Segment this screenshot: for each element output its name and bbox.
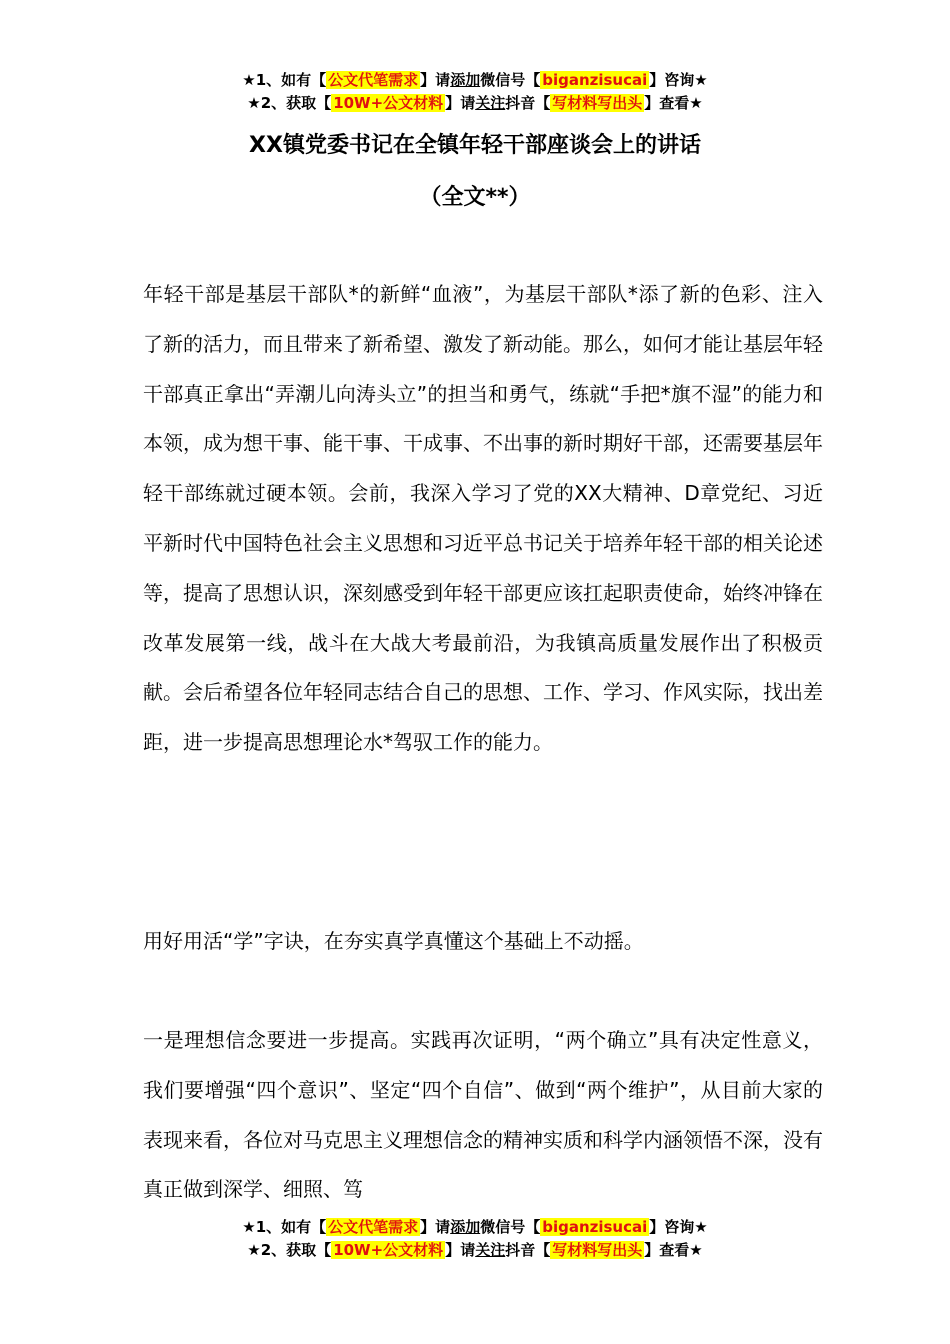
promo-text: 微信号【 bbox=[480, 1218, 541, 1236]
promo-text: 】请 bbox=[420, 1218, 451, 1236]
promo-text: 】咨询★ bbox=[649, 71, 708, 89]
promo-text: 】请 bbox=[420, 71, 451, 89]
promo-text: ★2、获取【 bbox=[247, 1241, 332, 1259]
promo-underlined: 添加 bbox=[450, 1218, 481, 1236]
promo-banner-bottom bbox=[0, 1216, 950, 1262]
body-paragraph-1 bbox=[143, 270, 823, 768]
promo-text: 】咨询★ bbox=[649, 1218, 708, 1236]
promo-highlight: 写材料写出头 bbox=[552, 1241, 643, 1259]
promo-highlight: 公文代笔需求 bbox=[328, 1218, 419, 1236]
promo-underlined: 关注 bbox=[475, 94, 506, 112]
promo-text: ★2、获取【 bbox=[247, 94, 332, 112]
promo-text: 】查看★ bbox=[644, 1241, 703, 1259]
promo-text: 抖音【 bbox=[505, 94, 551, 112]
promo-underlined: 关注 bbox=[475, 1241, 506, 1259]
promo-highlight: biganzisucai bbox=[542, 71, 648, 89]
promo-text: 】请 bbox=[445, 94, 476, 112]
promo-text: 微信号【 bbox=[480, 71, 541, 89]
promo-text: 抖音【 bbox=[505, 1241, 551, 1259]
promo-highlight: 公文代笔需求 bbox=[328, 71, 419, 89]
promo-text: 】请 bbox=[445, 1241, 476, 1259]
promo-underlined: 添加 bbox=[450, 71, 481, 89]
promo-highlight: 10W+公文材料 bbox=[333, 1241, 444, 1259]
promo-line-1 bbox=[0, 69, 950, 92]
promo-line-2 bbox=[0, 1239, 950, 1262]
promo-text: ★1、如有【 bbox=[242, 71, 327, 89]
paragraph-text: 一是理想信念要进一步提高。实践再次证明，“两个确立”具有决定性意义，我们要增强“四个意识”、坚定“四个自信”、做到“两个维护”，从目前大家的表现来看，各位对马克思主义理想信念的精神实质和科学内涵领悟不深，没有真正做到深学、细照、笃 bbox=[143, 1028, 823, 1202]
promo-line-2 bbox=[0, 92, 950, 115]
body-paragraph-2 bbox=[143, 917, 823, 967]
promo-highlight: 写材料写出头 bbox=[552, 94, 643, 112]
promo-highlight: biganzisucai bbox=[542, 1218, 648, 1236]
paragraph-text: 年轻干部是基层干部队*的新鲜“血液”，为基层干部队*添了新的色彩、注入了新的活力，而且带来了新希望、激发了新动能。那么，如何才能让基层年轻干部真正拿出“弄潮儿向涛头立”的担当和勇气，练就“手把*旗不湿”的能力和本领，成为想干事、能干事、干成事、不出事的新时期好干部，还需要基层年轻干部练就过硬本领。会前，我深入学习了党的XX大精神、D章党纪、习近平新时代中国特色社会主义思想和习近平总书记关于培养年轻干部的相关论述等，提高了思想认识，深刻感受到年轻干部更应该扛起职责使命，始终冲锋在改革发展第一线，战斗在大战大考最前沿，为我镇高质量发展作出了积极贡献。会后希望各位年轻同志结合自己的思想、工作、学习、作风实际，找出差距，进一步提高思想理论水*驾驭工作的能力。 bbox=[143, 282, 823, 755]
promo-highlight: 10W+公文材料 bbox=[333, 94, 444, 112]
document-title: XX镇党委书记在全镇年轻干部座谈会上的讲话 bbox=[249, 133, 701, 158]
document-subtitle: （全文**） bbox=[419, 185, 531, 210]
promo-banner-top bbox=[0, 69, 950, 115]
promo-text: 】查看★ bbox=[644, 94, 703, 112]
promo-line-1 bbox=[0, 1216, 950, 1239]
body-paragraph-3 bbox=[143, 1016, 823, 1215]
paragraph-text: 用好用活“学”字诀，在夯实真学真懂这个基础上不动摇。 bbox=[143, 929, 644, 953]
promo-text: ★1、如有【 bbox=[242, 1218, 327, 1236]
